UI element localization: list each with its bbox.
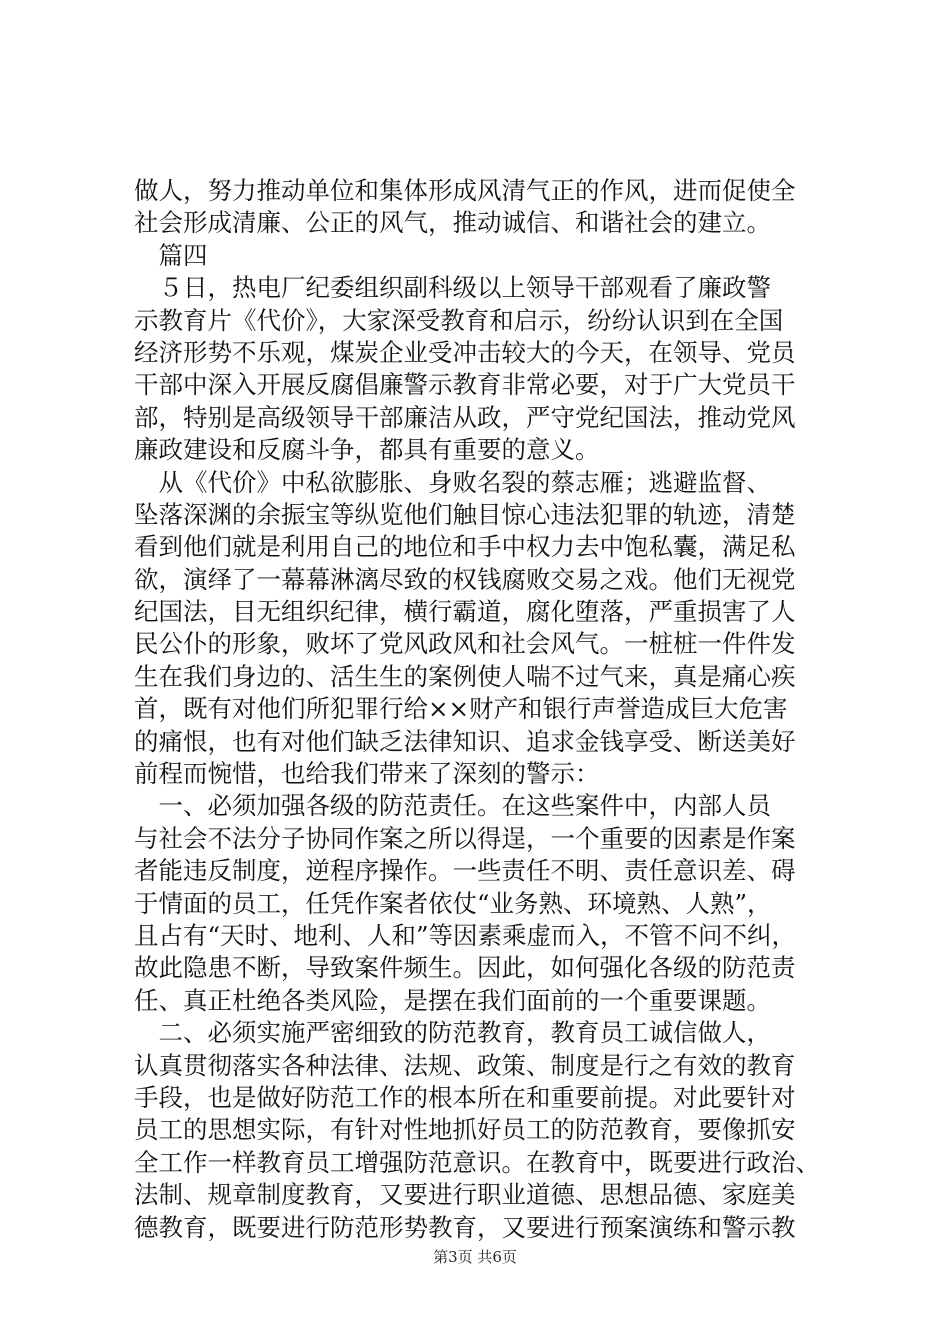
text-line: 与社会不法分子协同作案之所以得逞，一个重要的因素是作案 bbox=[134, 823, 796, 853]
text-line: 从《代价》中私欲膨胀、身败名裂的蔡志雁；逃避监督、 bbox=[134, 467, 771, 497]
text-line: 廉政建设和反腐斗争，都具有重要的意义。 bbox=[134, 435, 600, 465]
text-line: 做人，努力推动单位和集体形成风清气正的作风，进而促使全 bbox=[134, 176, 796, 205]
text-line: 于情面的员工，任凭作案者依仗“业务熟、环境熟、人熟”， bbox=[134, 888, 772, 918]
text-line: 二、必须实施严密细致的防范教育，教育员工诚信做人， bbox=[134, 1018, 771, 1048]
text-line: 坠落深渊的余振宝等纵览他们触目惊心违法犯罪的轨迹，清楚 bbox=[134, 499, 796, 529]
text-line: 一、必须加强各级的防范责任。在这些案件中，内部人员 bbox=[134, 791, 771, 821]
text-line: 前程而惋惜，也给我们带来了深刻的警示： bbox=[134, 759, 600, 789]
text-line: 纪国法，目无组织纪律，横行霸道，腐化堕落，严重损害了人 bbox=[134, 597, 796, 627]
text-line: 首，既有对他们所犯罪行给××财产和银行声誉造成巨大危害 bbox=[134, 694, 788, 724]
text-line: 的痛恨，也有对他们缺乏法律知识、追求金钱享受、断送美好 bbox=[134, 726, 796, 756]
text-line: 欲，演绎了一幕幕淋漓尽致的权钱腐败交易之戏。他们无视党 bbox=[134, 564, 796, 594]
text-line: 看到他们就是利用自己的地位和手中权力去中饱私囊，满足私 bbox=[134, 532, 796, 562]
text-line: 经济形势不乐观，煤炭企业受冲击较大的今天，在领导、党员 bbox=[134, 337, 796, 367]
text-line: ５日，热电厂纪委组织副科级以上领导干部观看了廉政警 bbox=[134, 273, 771, 303]
text-line: 生在我们身边的、活生生的案例使人喘不过气来，真是痛心疾 bbox=[134, 661, 796, 691]
text-line: 任、真正杜绝各类风险，是摆在我们面前的一个重要课题。 bbox=[134, 985, 771, 1015]
text-line: 部，特别是高级领导干部廉洁从政，严守党纪国法，推动党风 bbox=[134, 402, 796, 432]
text-line: 手段，也是做好防范工作的根本所在和重要前提。对此要针对 bbox=[134, 1082, 796, 1112]
text-line: 法制、规章制度教育，又要进行职业道德、思想品德、家庭美 bbox=[134, 1180, 796, 1210]
section-heading: 篇四 bbox=[134, 240, 208, 270]
text-line: 干部中深入开展反腐倡廉警示教育非常必要，对于广大党员干 bbox=[134, 370, 796, 400]
text-line: 社会形成清廉、公正的风气，推动诚信、和谐社会的建立。 bbox=[134, 208, 771, 238]
text-line: 故此隐患不断，导致案件频生。因此，如何强化各级的防范责 bbox=[134, 953, 796, 983]
text-line: 员工的思想实际，有针对性地抓好员工的防范教育，要像抓安 bbox=[134, 1115, 796, 1145]
text-line: 德教育，既要进行防范形势教育，又要进行预案演练和警示教 bbox=[134, 1212, 796, 1242]
page-footer: 第3页 共6页 bbox=[433, 1248, 517, 1266]
text-line: 且占有“天时、地利、人和”等因素乘虚而入，不管不问不纠， bbox=[134, 920, 797, 950]
body-text bbox=[134, 175, 834, 1244]
text-line: 民公仆的形象，败坏了党风政风和社会风气。一桩桩一件件发 bbox=[134, 629, 796, 659]
text-line: 认真贯彻落实各种法律、法规、政策、制度是行之有效的教育 bbox=[134, 1050, 796, 1080]
text-line: 全工作一样教育员工增强防范意识。在教育中，既要进行政治、 bbox=[134, 1147, 820, 1177]
text-line: 示教育片《代价》，大家深受教育和启示，纷纷认识到在全国 bbox=[134, 305, 784, 335]
text-line: 者能违反制度，逆程序操作。一些责任不明、责任意识差、碍 bbox=[134, 856, 796, 886]
